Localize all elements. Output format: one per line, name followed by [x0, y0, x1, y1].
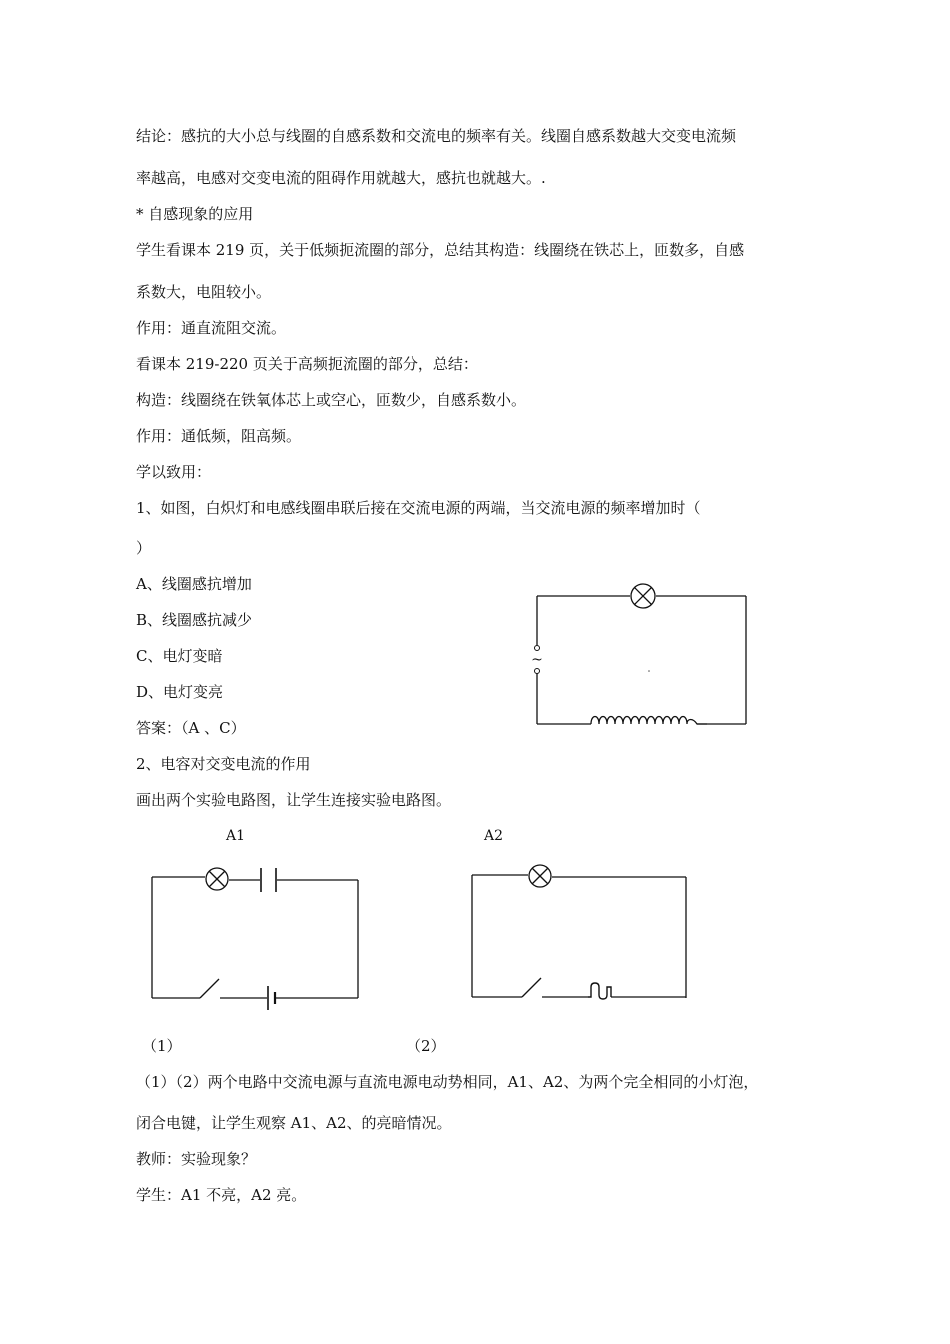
battery-symbol: [268, 986, 275, 1010]
option-c: C、电灯变暗: [136, 647, 223, 665]
paragraph: 学生：A1 不亮，A2 亮。: [136, 1186, 307, 1204]
ac-lamp-circuit-diagram: [460, 858, 700, 1008]
paragraph: 看课本 219-220 页关于高频扼流圈的部分，总结：: [136, 355, 478, 373]
paragraph: 结论：感抗的大小总与线圈的自感系数和交流电的频率有关。线圈自感系数越大交变电流频: [136, 127, 737, 145]
lamp-inductor-circuit-diagram: [525, 575, 760, 740]
paragraph: 学以致用：: [136, 463, 212, 481]
answer: 答案：（A 、C）: [136, 719, 246, 737]
ac-source-symbol: [531, 646, 543, 674]
lamp-a2-symbol: [529, 865, 551, 887]
switch-symbol: [200, 979, 219, 998]
question-1-text-cont: ）: [136, 539, 152, 557]
paragraph: 闭合电键，让学生观察 A1、A2、的亮暗情况。: [136, 1114, 452, 1132]
paragraph: 作用：通低频，阻高频。: [136, 427, 302, 445]
paragraph: 学生看课本 219 页，关于低频扼流圈的部分，总结其构造：线圈绕在铁芯上，匝数多，自感: [136, 241, 745, 259]
lamp-a1-symbol: [206, 868, 228, 890]
ac-source-symbol: [588, 983, 611, 999]
capacitor-symbol: [261, 868, 276, 892]
capacitor-circuit-diagram: [140, 860, 370, 1010]
question-1-text: 1、如图，白炽灯和电感线圈串联后接在交流电源的两端，当交流电源的频率增加时（: [136, 499, 701, 517]
bullet-heading: * 自感现象的应用: [136, 205, 254, 223]
svg-text:~: ~: [531, 652, 543, 668]
diagram-caption-1: （1）: [142, 1037, 182, 1055]
option-d: D、电灯变亮: [136, 683, 224, 701]
lamp-label-a1: A1: [226, 828, 246, 844]
paragraph: 作用：通直流阻交流。: [136, 319, 287, 337]
paragraph: 教师：实验现象？: [136, 1150, 257, 1168]
section-2-title: 2、电容对交变电流的作用: [136, 755, 311, 773]
inductor-coil-symbol: [591, 717, 707, 725]
option-a: A、线圈感抗增加: [136, 575, 252, 593]
lamp-label-a2: A2: [484, 828, 504, 844]
paragraph: 系数大，电阻较小。: [136, 283, 272, 301]
lamp-symbol: [631, 584, 655, 608]
paragraph: （1）（2）两个电路中交流电源与直流电源电动势相同，A1、A2、为两个完全相同的小灯泡，: [136, 1073, 759, 1091]
switch-symbol: [522, 978, 541, 997]
section-2-instruction: 画出两个实验电路图，让学生连接实验电路图。: [136, 791, 452, 809]
paragraph: 构造：线圈绕在铁氧体芯上或空心，匝数少，自感系数小。: [136, 391, 527, 409]
diagram-caption-2: （2）: [406, 1037, 446, 1055]
paragraph: 率越高，电感对交变电流的阻碍作用就越大，感抗也就越大。.: [136, 169, 546, 187]
option-b: B、线圈感抗减少: [136, 611, 253, 629]
